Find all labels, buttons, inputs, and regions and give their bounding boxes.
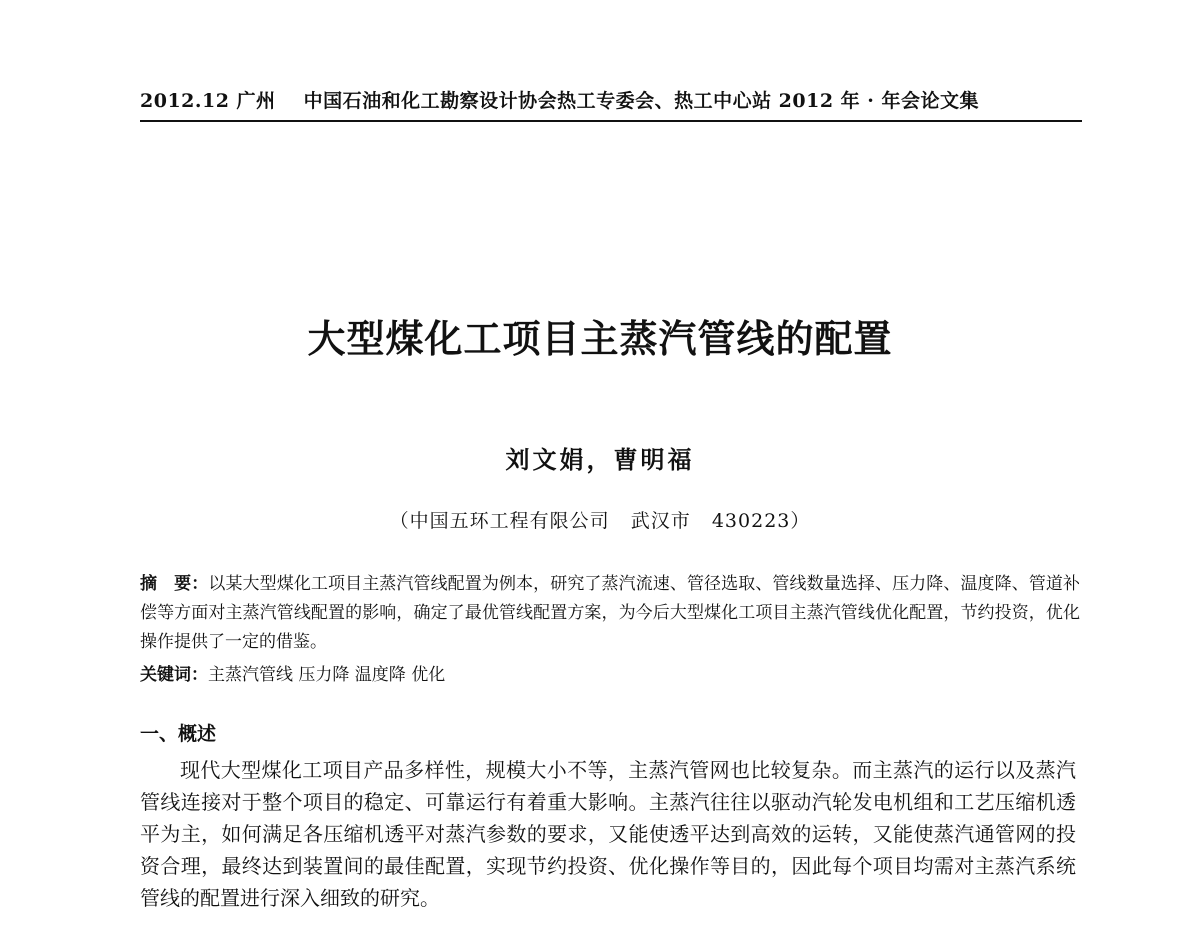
abstract-label: 摘 要： — [140, 574, 209, 594]
section-paragraph: 现代大型煤化工项目产品多样性，规模大小不等，主蒸汽管网也比较复杂。而主蒸汽的运行以及蒸汽管线连接对于整个项目的稳定、可靠运行有着重大影响。主蒸汽往往以驱动汽轮发电机组和工艺压缩机透平为主，如何满足各压缩机透平对蒸汽参数的要求，又能使透平达到高效的运转，又能使蒸汽通管网的投资合理，最终达到装置间的最佳配置，实现节约投资、优化操作等目的，因此每个项目均需对主蒸汽系统管线的配置进行深入细致的研究。 — [140, 758, 1076, 910]
keywords-label: 关键词： — [140, 665, 208, 685]
paper-affiliation: （中国五环工程有限公司 武汉市 430223） — [389, 510, 811, 532]
abstract-text: 以某大型煤化工项目主蒸汽管线配置为例本，研究了蒸汽流速、管径选取、管线数量选择、压力降、温度降、管道补偿等方面对主蒸汽管线配置的影响，确定了最优管线配置方案，为今后大型煤化工项目主蒸汽管线优化配置，节约投资，优化操作提供了一定的借鉴。 — [140, 574, 1081, 652]
running-header — [140, 86, 1082, 122]
keywords-text: 主蒸汽管线 压力降 温度降 优化 — [208, 665, 446, 685]
paper-authors: 刘文娟，曹明福 — [505, 445, 695, 474]
paper-title: 大型煤化工项目主蒸汽管线的配置 — [307, 317, 893, 361]
keywords — [140, 661, 1080, 690]
header-conference: 中国石油和化工勘察设计协会热工专委会、热工中心站 2012 年 · 年会论文集 — [303, 90, 980, 112]
section-heading: 一、概述 — [140, 723, 217, 745]
header-date: 2012.12 广州 — [140, 90, 276, 112]
abstract — [140, 570, 1080, 657]
